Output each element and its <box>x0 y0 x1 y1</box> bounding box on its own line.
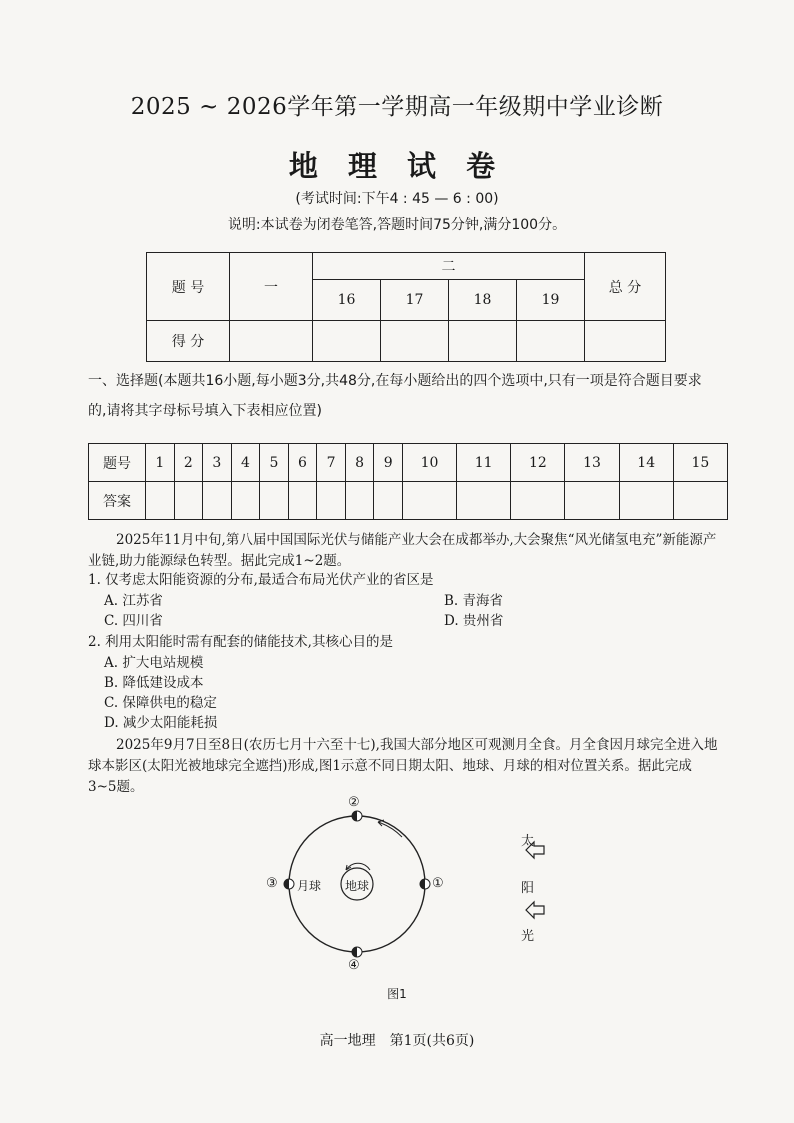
exam-time: (考试时间:下午4 : 45 — 6 : 00) <box>295 191 499 207</box>
score-sub-17: 17 <box>381 280 449 321</box>
answer-cell-2[interactable] <box>174 482 203 520</box>
answer-cell-10[interactable] <box>402 482 456 520</box>
answer-cell-7[interactable] <box>317 482 346 520</box>
q1-stem: 1. 仅考虑太阳能资源的分布,最适合布局光伏产业的省区是 <box>88 572 434 588</box>
passage-2: 2025年9月7日至8日(农历七月十六至十七),我国大部分地区可观测月全食。月全食因月球完全进入地球本影区(太阳光被地球完全遮挡)形成,图1示意不同日期太阳、地球、月球的相对位置关系。据此完成3~5题。 <box>88 737 718 795</box>
answer-num-2: 2 <box>174 444 203 482</box>
sunlight-arrow-icon <box>526 902 544 918</box>
score-label-score: 得 分 <box>147 321 230 362</box>
figure1-caption: 图1 <box>387 987 407 1001</box>
answer-cell-8[interactable] <box>345 482 374 520</box>
answer-cell-15[interactable] <box>673 482 727 520</box>
answer-label-ans: 答案 <box>89 482 146 520</box>
answer-num-12: 12 <box>511 444 565 482</box>
score-part1: 一 <box>230 253 313 321</box>
label-p3: ③ <box>266 876 278 891</box>
answer-num-13: 13 <box>565 444 619 482</box>
q2-option-d[interactable]: D. 减少太阳能耗损 <box>104 715 218 731</box>
moon-position-2 <box>352 811 362 821</box>
score-cell[interactable] <box>517 321 585 362</box>
q1-option-a[interactable]: A. 江苏省 <box>104 593 163 609</box>
q1-option-d[interactable]: D. 贵州省 <box>444 613 504 629</box>
label-p1: ① <box>432 876 444 891</box>
q1-option-b[interactable]: B. 青海省 <box>444 593 504 609</box>
score-cell[interactable] <box>381 321 449 362</box>
label-p4: ④ <box>348 958 360 973</box>
answer-label-num: 题号 <box>89 444 146 482</box>
label-sun-1: 太 <box>521 834 535 849</box>
answer-num-7: 7 <box>317 444 346 482</box>
answer-cell-6[interactable] <box>288 482 317 520</box>
label-earth: 地球 <box>345 879 370 893</box>
q1-option-c[interactable]: C. 四川省 <box>104 613 163 629</box>
label-sun-2: 阳 <box>521 881 535 896</box>
answer-num-6: 6 <box>288 444 317 482</box>
score-sub-16: 16 <box>313 280 381 321</box>
section1-instructions: 一、选择题(本题共16小题,每小题3分,共48分,在每小题给出的四个选项中,只有一项是符合题目要求的,请将其字母标号填入下表相应位置) <box>88 373 702 419</box>
answer-num-9: 9 <box>374 444 403 482</box>
moon-position-4 <box>352 947 362 957</box>
score-cell[interactable] <box>585 321 666 362</box>
answer-cell-11[interactable] <box>457 482 511 520</box>
label-moon: 月球 <box>297 879 322 893</box>
rotation-arrow-icon <box>346 863 370 870</box>
q2-option-b[interactable]: B. 降低建设成本 <box>104 675 204 691</box>
moon-position-1 <box>420 879 430 889</box>
answer-cell-1[interactable] <box>146 482 175 520</box>
score-sub-18: 18 <box>449 280 517 321</box>
score-cell[interactable] <box>313 321 381 362</box>
answer-num-10: 10 <box>402 444 456 482</box>
q2-stem: 2. 利用太阳能时需有配套的储能技术,其核心目的是 <box>88 634 393 650</box>
answer-table <box>88 443 728 520</box>
label-p2: ② <box>348 795 360 810</box>
answer-num-14: 14 <box>619 444 673 482</box>
score-total: 总 分 <box>585 253 666 321</box>
answer-num-11: 11 <box>457 444 511 482</box>
score-table <box>146 252 666 362</box>
answer-num-1: 1 <box>146 444 175 482</box>
answer-num-3: 3 <box>203 444 232 482</box>
answer-num-4: 4 <box>231 444 260 482</box>
exam-note: 说明:本试卷为闭卷笔答,答题时间75分钟,满分100分。 <box>227 217 567 233</box>
page-footer: 高一地理 第1页(共6页) <box>319 1033 475 1049</box>
answer-cell-5[interactable] <box>260 482 289 520</box>
exam-title: 2025 ~ 2026学年第一学期高一年级期中学业诊断 <box>130 94 664 120</box>
score-cell[interactable] <box>449 321 517 362</box>
q2-option-c[interactable]: C. 保障供电的稳定 <box>104 695 217 711</box>
score-label-num: 题 号 <box>147 253 230 321</box>
subject-title: 地 理 试 卷 <box>288 149 506 183</box>
label-sun-3: 光 <box>521 929 535 944</box>
moon-position-3 <box>284 879 294 889</box>
answer-cell-12[interactable] <box>511 482 565 520</box>
answer-cell-4[interactable] <box>231 482 260 520</box>
answer-num-5: 5 <box>260 444 289 482</box>
q2-option-a[interactable]: A. 扩大电站规模 <box>104 655 204 671</box>
passage-1: 2025年11月中旬,第八届中国国际光伏与储能产业大会在成都举办,大会聚焦“风光储氢电充”新能源产业链,助力能源绿色转型。据此完成1~2题。 <box>88 532 717 569</box>
answer-cell-13[interactable] <box>565 482 619 520</box>
answer-num-15: 15 <box>673 444 727 482</box>
answer-num-8: 8 <box>345 444 374 482</box>
answer-cell-9[interactable] <box>374 482 403 520</box>
score-part2: 二 <box>313 253 585 280</box>
answer-cell-3[interactable] <box>203 482 232 520</box>
score-sub-19: 19 <box>517 280 585 321</box>
score-cell[interactable] <box>230 321 313 362</box>
answer-cell-14[interactable] <box>619 482 673 520</box>
